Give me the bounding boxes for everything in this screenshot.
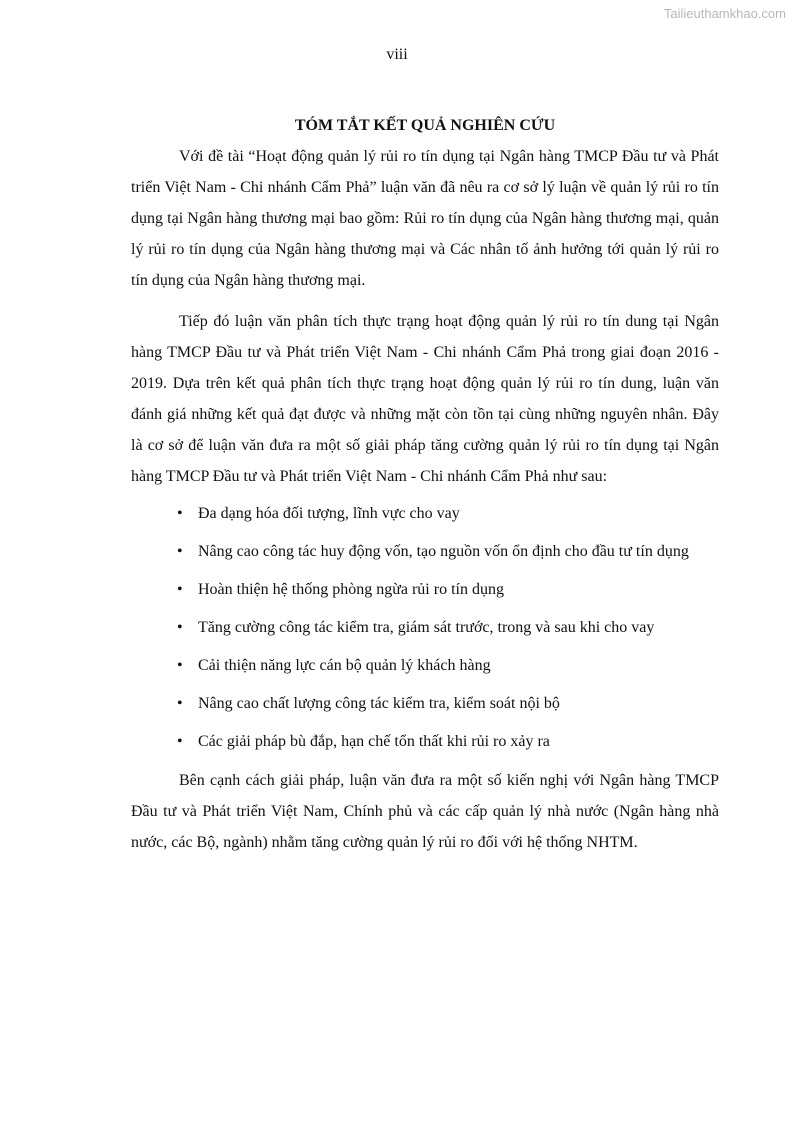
bullet-icon: • <box>177 657 183 674</box>
list-item-text: Nâng cao chất lượng công tác kiểm tra, kiểm soát nội bộ <box>198 695 560 712</box>
list-item-text: Nâng cao công tác huy động vốn, tạo nguồn vốn ổn định cho đầu tư tín dụng <box>198 543 689 560</box>
bullet-icon: • <box>177 619 183 636</box>
paragraph-recommendations: Bên cạnh cách giải pháp, luận văn đưa ra một số kiến nghị với Ngân hàng TMCP Đầu tư và Phát triển Việt Nam, Chính phủ và các cấp quản lý nhà nước (Ngân hàng nhà nước, các Bộ, ngành) nhằm tăng cường quản lý rủi ro đối với hệ thống NHTM. <box>131 772 719 851</box>
list-item-text: Tăng cường công tác kiểm tra, giám sát trước, trong và sau khi cho vay <box>198 619 655 636</box>
solutions-list <box>131 499 719 756</box>
bullet-icon: • <box>177 505 183 522</box>
list-item-text: Đa dạng hóa đối tượng, lĩnh vực cho vay <box>198 505 460 522</box>
bullet-icon: • <box>177 543 183 560</box>
section-title: TÓM TẮT KẾT QUẢ NGHIÊN CỨU <box>294 117 556 134</box>
list-item <box>131 727 719 756</box>
bullet-icon: • <box>177 733 183 750</box>
bullet-icon: • <box>177 581 183 598</box>
list-item <box>131 689 719 718</box>
list-item <box>131 575 719 604</box>
paragraph-intro: Với đề tài “Hoạt động quản lý rủi ro tín dụng tại Ngân hàng TMCP Đầu tư và Phát triển Việt Nam - Chi nhánh Cẩm Phả” luận văn đã nêu ra cơ sở lý luận về quản lý rủi ro tín dụng tại Ngân hàng thương mại bao gồm: Rủi ro tín dụng của Ngân hàng thương mại, quản lý rủi ro tín dụng của Ngân hàng thương mại và Các nhân tố ảnh hưởng tới quản lý rủi ro tín dụng của Ngân hàng thương mại. <box>131 148 719 289</box>
document-body <box>131 114 719 858</box>
list-item-text: Hoàn thiện hệ thống phòng ngừa rủi ro tín dụng <box>198 581 504 598</box>
list-item <box>131 499 719 528</box>
bullet-icon: • <box>177 695 183 712</box>
list-item <box>131 613 719 642</box>
list-item <box>131 537 719 566</box>
watermark: Tailieuthamkhao.com <box>663 6 786 21</box>
list-item-text: Các giải pháp bù đắp, hạn chế tổn thất khi rủi ro xảy ra <box>198 733 550 750</box>
list-item <box>131 651 719 680</box>
list-item-text: Cải thiện năng lực cán bộ quản lý khách hàng <box>198 657 491 674</box>
page-number: viii <box>386 46 408 63</box>
paragraph-analysis: Tiếp đó luận văn phân tích thực trạng hoạt động quản lý rủi ro tín dung tại Ngân hàng TMCP Đầu tư và Phát triển Việt Nam - Chi nhánh Cẩm Phả trong giai đoạn 2016 - 2019. Dựa trên kết quả phân tích thực trạng hoạt động quản lý rủi ro tín dung, luận văn đánh giá những kết quả đạt được và những mặt còn tồn tại cùng những nguyên nhân. Đây là cơ sở để luận văn đưa ra một số giải pháp tăng cường quản lý rủi ro tín dụng tại Ngân hàng TMCP Đầu tư và Phát triển Việt Nam - Chi nhánh Cẩm Phả như sau: <box>131 313 719 485</box>
